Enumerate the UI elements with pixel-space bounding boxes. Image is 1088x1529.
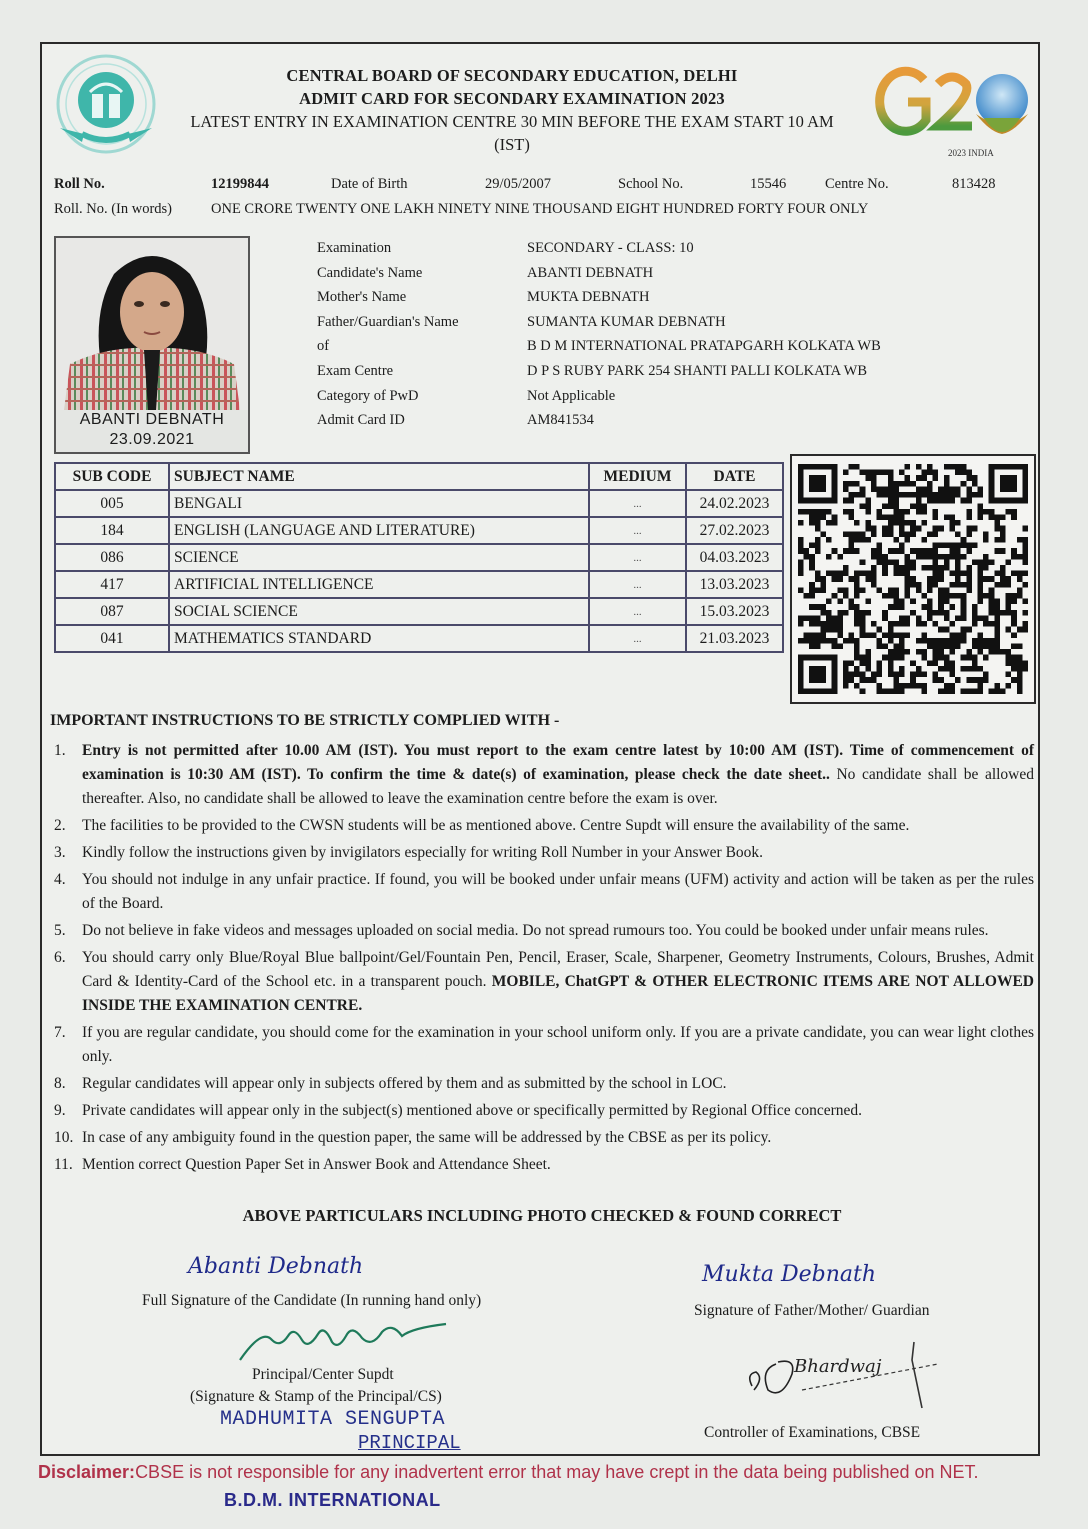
instruction-number: 2. (54, 817, 66, 834)
sub-name: SOCIAL SCIENCE (169, 598, 589, 625)
school-value: 15546 (750, 176, 787, 192)
instruction-text: Private candidates will appear only in the subject(s) mentioned above or specifically permitted by Regional Office concerned. (82, 1102, 863, 1119)
instruction-number: 7. (54, 1024, 66, 1041)
disclaimer (38, 1462, 979, 1483)
centre-label: Centre No. (825, 176, 889, 192)
col-header-code: SUB CODE (55, 463, 169, 490)
sub-code: 417 (55, 571, 169, 598)
admit-card (40, 42, 1040, 1456)
sub-code: 184 (55, 517, 169, 544)
detail-value: ABANTI DEBNATH (527, 264, 654, 281)
sub-medium: ... (589, 625, 686, 652)
instruction-number: 9. (54, 1102, 66, 1119)
table-header-row (55, 463, 783, 490)
entry-note-tz: (IST) (494, 135, 530, 154)
detail-value: Not Applicable (527, 387, 616, 404)
table-row (55, 490, 783, 517)
sub-date: 21.03.2023 (686, 625, 783, 652)
sub-code: 086 (55, 544, 169, 571)
photo-caption (56, 410, 248, 450)
sub-code: 087 (55, 598, 169, 625)
admit-card-title: ADMIT CARD FOR SECONDARY EXAMINATION 2023 (299, 89, 725, 108)
dob-value: 29/05/2007 (485, 176, 552, 192)
controller-label: Controller of Examinations, CBSE (704, 1424, 921, 1441)
roll-label: Roll No. (54, 176, 105, 192)
sub-code: 041 (55, 625, 169, 652)
principal-sublabel: (Signature & Stamp of the Principal/CS) (190, 1388, 442, 1405)
instruction-text: Do not believe in fake videos and messages uploaded on social media. Do not spread rumours too. You could be booked under unfair means rules. (82, 922, 989, 939)
verification-note: ABOVE PARTICULARS INCLUDING PHOTO CHECKED & FOUND CORRECT (242, 1206, 842, 1225)
instruction-item (50, 1072, 1034, 1096)
qr-code (790, 454, 1036, 704)
candidate-signature: Abanti Debnath (188, 1254, 364, 1279)
parent-signature-label: Signature of Father/Mother/ Guardian (694, 1302, 930, 1319)
instruction-text: If you are regular candidate, you should come for the examination in your school uniform only. If you are a private candidate, you can wear light clothes only. (82, 1024, 1034, 1065)
instruction-number: 5. (54, 922, 66, 939)
detail-label: Exam Centre (317, 362, 394, 379)
instruction-item (50, 739, 1034, 811)
detail-value: AM841534 (527, 412, 594, 429)
controller-signature-icon (742, 1334, 952, 1419)
disclaimer-text: CBSE is not responsible for any inadvertent error that may have crept in the data being published on NET. (135, 1462, 979, 1482)
detail-label: Candidate's Name (317, 264, 423, 281)
school-stamp: B.D.M. INTERNATIONAL (224, 1490, 441, 1510)
detail-value: B D M INTERNATIONAL PRATAPGARH KOLKATA WB (527, 338, 881, 355)
detail-value: MUKTA DEBNATH (527, 289, 650, 306)
photo-caption-name: ABANTI DEBNATH (79, 411, 225, 428)
col-header-medium: MEDIUM (589, 463, 686, 490)
g20-logo-icon (872, 62, 1032, 167)
sub-medium: ... (589, 571, 686, 598)
principal-stamp-title: PRINCIPAL (358, 1432, 461, 1454)
entry-note: LATEST ENTRY IN EXAMINATION CENTRE 30 MIN BEFORE THE EXAM START 10 AM (190, 112, 834, 131)
sub-date: 15.03.2023 (686, 598, 783, 625)
col-header-name: SUBJECT NAME (169, 463, 589, 490)
table-row (55, 598, 783, 625)
dob-label: Date of Birth (331, 176, 408, 192)
sub-name: ENGLISH (LANGUAGE AND LITERATURE) (169, 517, 589, 544)
controller-signature: Bhardwaj (794, 1356, 882, 1377)
candidate-signature-label: Full Signature of the Candidate (In running hand only) (142, 1292, 482, 1309)
school-label: School No. (618, 176, 684, 192)
detail-label: of (317, 338, 330, 355)
photo-caption-date: 23.09.2021 (109, 431, 195, 448)
principal-label: Principal/Center Supdt (252, 1366, 394, 1383)
detail-value: SECONDARY - CLASS: 10 (527, 240, 694, 256)
instruction-number: 6. (54, 949, 66, 966)
instruction-item (50, 1099, 1034, 1123)
sub-medium: ... (589, 490, 686, 517)
sub-date: 04.03.2023 (686, 544, 783, 571)
disclaimer-label: Disclaimer: (38, 1462, 136, 1482)
sub-name: ARTIFICIAL INTELLIGENCE (169, 571, 589, 598)
instruction-text: Regular candidates will appear only in subjects offered by them and as submitted by the school in LOC. (82, 1075, 727, 1092)
instruction-item (50, 1021, 1034, 1069)
detail-label: Category of PwD (317, 387, 419, 404)
instruction-item (50, 919, 1034, 943)
instruction-text: You should carry only Blue/Royal Blue ballpoint/Gel/Fountain Pen, Pencil, Eraser, Scale, Sharpener, Geometry Instruments, Colours, Brushes, Admit Card & Identity-Card of the School etc. in a transparent pouch. (82, 949, 1034, 990)
subjects-table (54, 462, 784, 653)
cbse-logo-icon (54, 54, 158, 158)
document-header (162, 64, 862, 156)
sub-date: 13.03.2023 (686, 571, 783, 598)
instruction-number: 11. (54, 1156, 73, 1173)
instruction-text: No candidate shall be allowed thereafter. Also, no candidate shall be allowed to leave the examination centre before the exam is over. (82, 766, 1035, 807)
detail-value: SUMANTA KUMAR DEBNATH (527, 313, 726, 330)
roll-words-value: ONE CRORE TWENTY ONE LAKH NINETY NINE THOUSAND EIGHT HUNDRED FORTY FOUR ONLY (211, 201, 869, 217)
centre-value: 813428 (952, 176, 996, 192)
sub-date: 24.02.2023 (686, 490, 783, 517)
sub-medium: ... (589, 598, 686, 625)
candidate-photo (54, 236, 250, 454)
col-header-date: DATE (686, 463, 783, 490)
principal-signature-icon (232, 1320, 462, 1364)
sub-name: SCIENCE (169, 544, 589, 571)
sub-name: BENGALI (169, 490, 589, 517)
table-row (55, 625, 783, 652)
instruction-text: You should not indulge in any unfair practice. If found, you will be booked under unfair means (UFM) activity and action will be taken as per the rules of the Board. (82, 871, 1034, 912)
instructions-title: IMPORTANT INSTRUCTIONS TO BE STRICTLY COMPLIED WITH - (50, 712, 560, 729)
instruction-item (50, 1126, 1034, 1150)
sub-medium: ... (589, 544, 686, 571)
instruction-number: 8. (54, 1075, 66, 1092)
principal-stamp-name: MADHUMITA SENGUPTA (220, 1408, 446, 1431)
instruction-number: 1. (54, 742, 66, 759)
instruction-item (50, 946, 1034, 1018)
sub-code: 005 (55, 490, 169, 517)
detail-label: Father/Guardian's Name (317, 313, 459, 330)
instruction-text: Mention correct Question Paper Set in Answer Book and Attendance Sheet. (82, 1156, 551, 1173)
detail-label: Mother's Name (317, 289, 407, 306)
instruction-number: 4. (54, 871, 66, 888)
instructions-list (50, 739, 1034, 1180)
parent-signature: Mukta Debnath (702, 1262, 877, 1287)
board-name: CENTRAL BOARD OF SECONDARY EDUCATION, DELHI (286, 66, 738, 85)
instruction-number: 3. (54, 844, 66, 861)
instruction-item (50, 1153, 1034, 1177)
roll-words-label: Roll. No. (In words) (54, 201, 173, 217)
instruction-bold-text: Entry is not permitted after 10.00 AM (IST). You must report to the exam centre latest by 10:00 AM (IST). Time of commencement of examination is 10:30 AM (IST). To confirm the time & date(s) of examination, please check the date sheet.. (82, 742, 1034, 783)
detail-label: Admit Card ID (317, 412, 405, 429)
instruction-text: The facilities to be provided to the CWSN students will be as mentioned above. Centre Supdt will ensure the availability of the same. (82, 817, 910, 834)
instruction-item (50, 814, 1034, 838)
detail-label: Examination (317, 240, 392, 256)
instruction-item (50, 868, 1034, 916)
sub-date: 27.02.2023 (686, 517, 783, 544)
instruction-item (50, 841, 1034, 865)
table-row (55, 544, 783, 571)
table-row (55, 517, 783, 544)
detail-value: D P S RUBY PARK 254 SHANTI PALLI KOLKATA WB (527, 362, 868, 379)
table-row (55, 571, 783, 598)
instruction-text: In case of any ambiguity found in the question paper, the same will be addressed by the CBSE as per its policy. (82, 1129, 772, 1146)
roll-value: 12199844 (211, 176, 269, 192)
sub-medium: ... (589, 517, 686, 544)
instruction-number: 10. (54, 1129, 74, 1146)
sub-name: MATHEMATICS STANDARD (169, 625, 589, 652)
instruction-text: Kindly follow the instructions given by invigilators especially for writing Roll Number in your Answer Book. (82, 844, 764, 861)
g20-caption: 2023 INDIA (948, 148, 994, 158)
instruction-bold-tail: MOBILE, ChatGPT & OTHER ELECTRONIC ITEMS ARE NOT ALLOWED INSIDE THE EXAMINATION CENTRE. (82, 973, 1034, 1014)
